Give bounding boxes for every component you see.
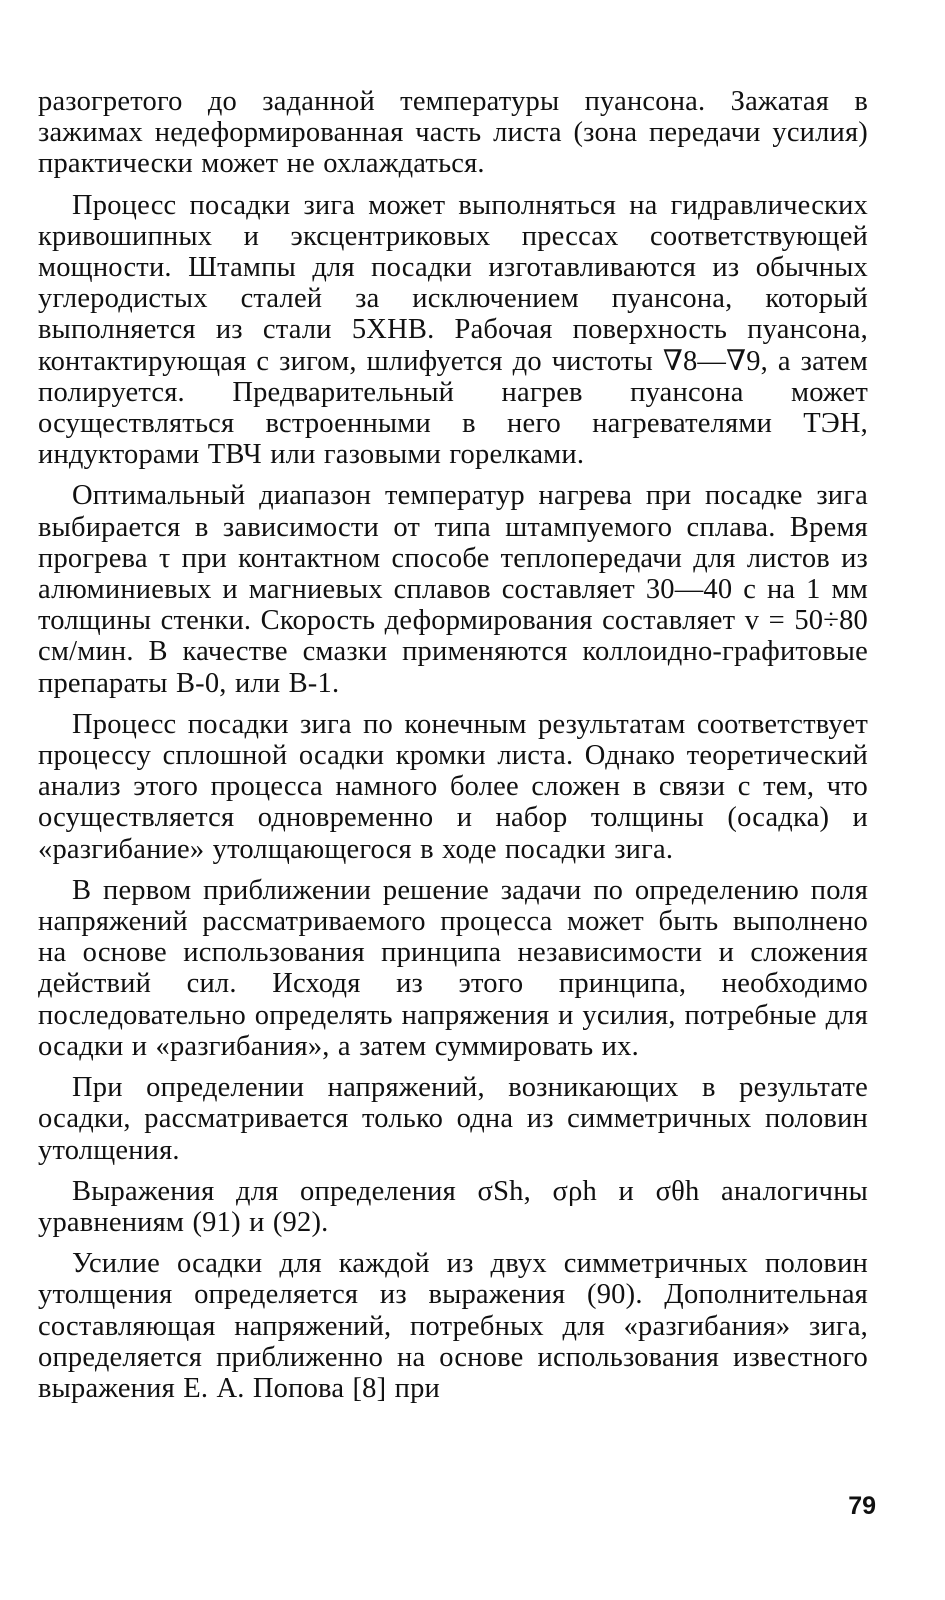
paragraph-8: Усилие осадки для каждой из двух симметричных половин утолщения определяется из выражения (90). Дополнительная составляющая напряжений, потребных для «разгибания» зига, определяется приближенно на основе использования известного выражения Е. А. Попова [8] при <box>38 1248 868 1404</box>
page-number: 79 <box>848 1492 876 1520</box>
paragraph-4: Процесс посадки зига по конечным результатам соответствует процессу сплошной осадки кромки листа. Однако теоретический анализ этого процесса намного более сложен в связи с тем, что осуществляется одновременно и набор толщины (осадка) и «разгибание» утолщающегося в ходе посадки зига. <box>38 708 868 865</box>
paragraph-3: Оптимальный диапазон температур нагрева при посадке зига выбирается в зависимости от типа штампуемого сплава. Время прогрева τ при контактном способе теплопередачи для листов из алюминиевых и магниевых сплавов составляет 30—40 с на 1 мм толщины стенки. Скорость деформирования составляет v = 50÷80 см/мин. В качестве смазки применяются коллоидно-графитовые препараты В-0, или В-1. <box>38 480 868 699</box>
paragraph-6: При определении напряжений, возникающих в результате осадки, рассматривается только одна из симметричных половин утолщения. <box>38 1072 868 1166</box>
paragraph-7: Выражения для определения σSh, σρh и σθh аналогичны уравнениям (91) и (92). <box>38 1175 868 1238</box>
paragraph-2: Процесс посадки зига может выполняться на гидравлических кривошипных и эксцентриковых прессах соответствующей мощности. Штампы для посадки изготавливаются из обычных углеродистых сталей за исключением пуансона, который выполняется из стали 5ХНВ. Рабочая поверхность пуансона, контактирующая с зигом, шлифуется до чистоты ∇8—∇9, а затем полируется. Предварительный нагрев пуансона может осуществляться встроенными в него нагревателями ТЭН, индукторами ТВЧ или газовыми горелками. <box>38 189 868 471</box>
paragraph-1: разогретого до заданной температуры пуансона. Зажатая в зажимах недеформированная часть листа (зона передачи усилия) практически может не охлаждаться. <box>38 86 868 180</box>
body-text <box>38 86 868 1414</box>
paragraph-5: В первом приближении решение задачи по определению поля напряжений рассматриваемого процесса может быть выполнено на основе использования принципа независимости и сложения действий сил. Исходя из этого принципа, необходимо последовательно определять напряжения и усилия, потребные для осадки и «разгибания», а затем суммировать их. <box>38 874 868 1062</box>
